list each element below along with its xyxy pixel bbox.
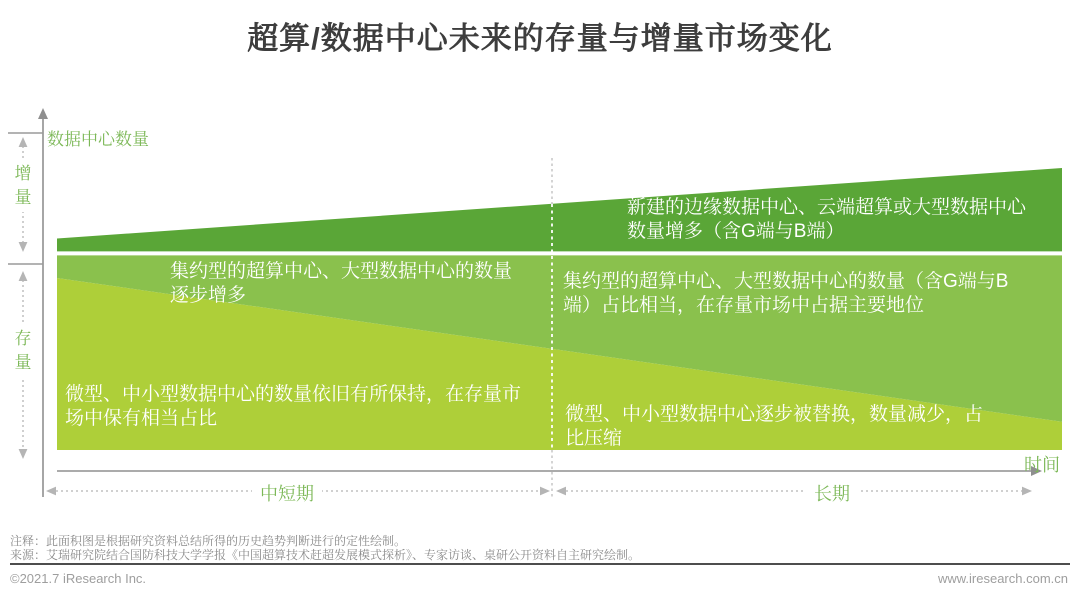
stock-range-label: 存量 [12,325,34,377]
band-label-micro-dc-right: 微型、中小型数据中心逐步被替换，数量减少，占比压缩 [565,404,984,449]
x-segment-short-term-label: 中短期 [252,480,322,506]
note-source: 来源：艾瑞研究院结合国防科技大学学报《中国超算技术赶超发展模式探析》、专家访谈、桌研公开资料自主研究绘制。 [10,548,641,562]
page-title: 超算/数据中心未来的存量与增量市场变化 [247,21,833,56]
band-label-new-dc: 新建的边缘数据中心、云端超算或大型数据中心数量增多（含G端与B端） [627,197,1027,242]
x-axis-line [57,466,1042,476]
footer-divider [10,563,1070,565]
arrow-left-icon [46,487,56,496]
x-axis-title: 时间 [1024,455,1060,475]
y-axis-arrow-icon [38,108,48,119]
long-term-period-arrow [556,487,1032,496]
arrow-right-icon [540,487,550,496]
arrow-right-icon [1022,487,1032,496]
band-label-intensive-dc-left: 集约型的超算中心、大型数据中心的数量逐步增多 [170,261,513,306]
y-axis-title: 数据中心数量 [47,130,149,149]
arrow-down-icon [19,242,28,252]
website-text: www.iresearch.com.cn [937,571,1068,586]
band-label-micro-dc-left: 微型、中小型数据中心的数量依旧有所保持，在存量市场中保有相当占比 [65,384,522,429]
note-annotation: 注释：此面积图是根据研究资料总结所得的历史趋势判断进行的定性绘制。 [10,534,407,548]
arrow-up-icon [19,271,28,281]
arrow-left-icon [556,487,566,496]
increment-range-label: 增量 [12,160,34,212]
arrow-down-icon [19,449,28,459]
band-label-intensive-dc-right: 集约型的超算中心、大型数据中心的数量（含G端与B端）占比相当，在存量市场中占据主要地位 [563,271,1009,316]
copyright-text: ©2021.7 iResearch Inc. [10,571,147,586]
arrow-up-icon [19,137,28,147]
x-segment-long-term-label: 长期 [806,480,858,506]
